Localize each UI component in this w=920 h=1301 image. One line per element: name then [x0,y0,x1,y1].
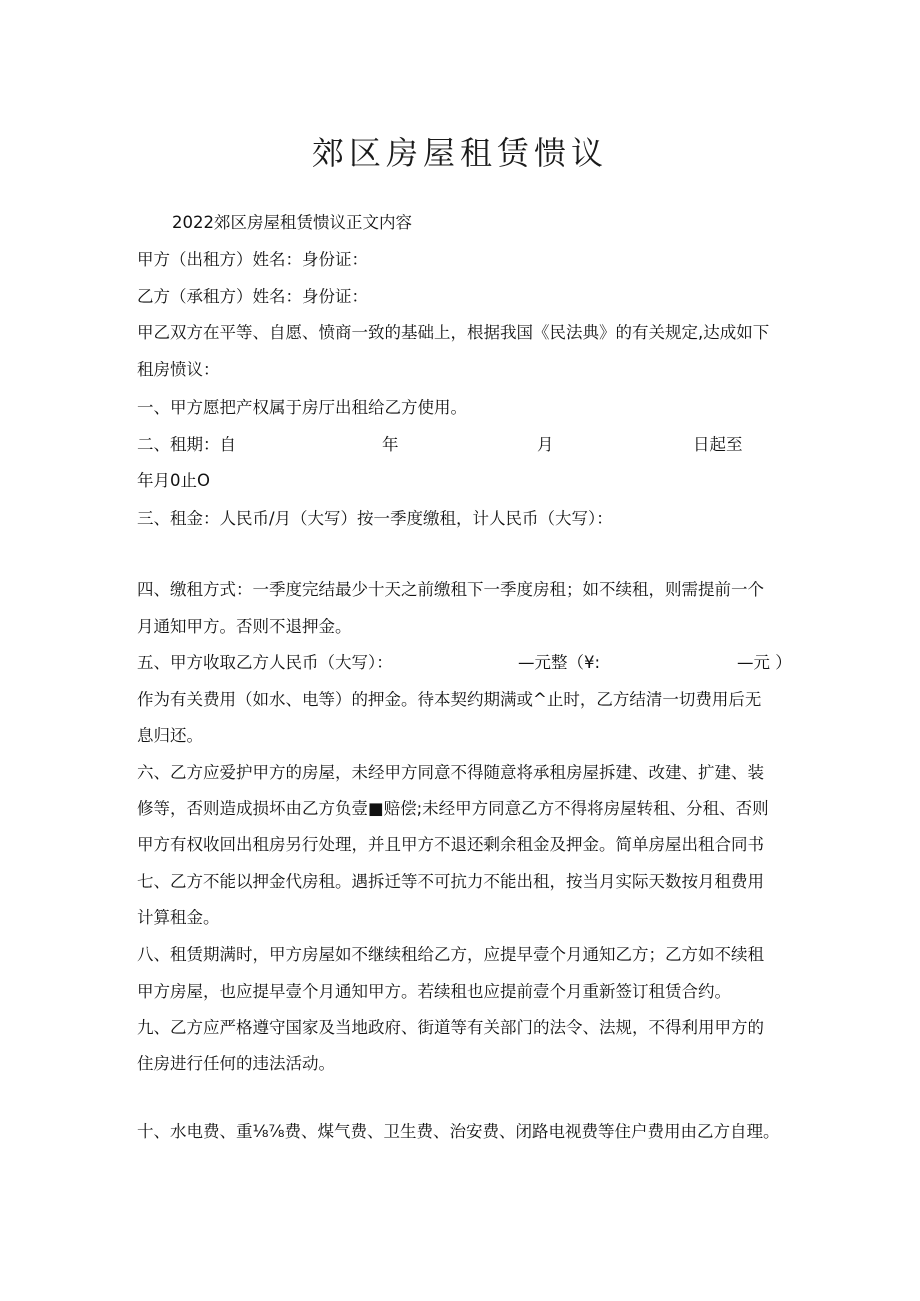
party-b-line: 乙方（承租方）姓名：身份证： [137,287,368,306]
clause-5-yuan-whole: —元整（¥: [518,653,601,672]
clause-10: 十、水电费、重⅛⅞费、煤气费、卫生费、治安费、闭路电视费等住户费用由乙方自理。 [137,1122,780,1141]
clause-8-line-1: 八、租赁期满时，甲方房屋如不继续租给乙方，应提早壹个月通知乙方；乙方如不续租 [137,945,764,964]
clause-7-line-1: 七、乙方不能以押金代房租。遇拆迁等不可抗力不能出租，按当月实际天数按月租费用 [137,872,764,891]
clause-9-line-2: 住房进行任何的违法活动。 [137,1054,335,1073]
preamble-line-2: 租房愤议： [137,360,220,379]
clause-3: 三、租金：人民币/月（大写）按一季度缴租，计人民币（大写）： [137,509,613,528]
clause-2-month: 月 [537,435,554,454]
clause-8-line-2: 甲方房屋，也应提早壹个月通知甲方。若续租也应提前壹个月重新签订租赁合约。 [137,982,731,1001]
clause-6-line-1: 六、乙方应爱护甲方的房屋，未经甲方同意不得随意将承租房屋拆建、改建、扩建、装 [137,763,764,782]
clause-5-line-3: 息归还。 [137,726,203,745]
preamble-line-1: 甲乙双方在平等、自愿、愤商一致的基础上，根据我国《民法典》的有关规定,达成如下 [137,323,770,342]
clause-6-line-2: 修等，否则造成损坏由乙方负壹■赔偿;未经甲方同意乙方不得将房屋转租、分租、否则 [137,799,769,818]
clause-2-year: 年 [382,435,399,454]
clause-4-line-2: 月通知甲方。否则不退押金。 [137,617,352,636]
clause-1: 一、甲方愿把产权属于房厅出租给乙方使用。 [137,398,467,417]
clause-4-line-1: 四、缴租方式：一季度完结最少十天之前缴租下一季度房租；如不续租，则需提前一个 [137,580,764,599]
document-title: 郊区房屋租赁愦议 [311,134,608,172]
clause-2-continued: 年月0止O [137,471,210,490]
party-a-line: 甲方（出租方）姓名：身份证： [137,250,368,269]
clause-6-line-3: 甲方有权收回出租房另行处理，并且甲方不退还剩余租金及押金。简单房屋出租合同书 [137,835,764,854]
clause-5-yuan-end: —元 ） [737,653,792,672]
document-subtitle: 2022郊区房屋租赁愦议正文内容 [172,213,412,232]
clause-5-lead: 五、甲方收取乙方人民币（大写）： [137,653,393,672]
clause-5-line-2: 作为有关费用（如水、电等）的押金。待本契约期满或^止时，乙方结清一切费用后无 [137,690,762,709]
clause-2-lead: 二、租期：自 [137,435,236,454]
clause-7-line-2: 计算租金。 [137,908,220,927]
clause-2-day-from: 日起至 [693,435,743,454]
clause-9-line-1: 九、乙方应严格遵守国家及当地政府、街道等有关部门的法令、法规，不得利用甲方的 [137,1018,764,1037]
